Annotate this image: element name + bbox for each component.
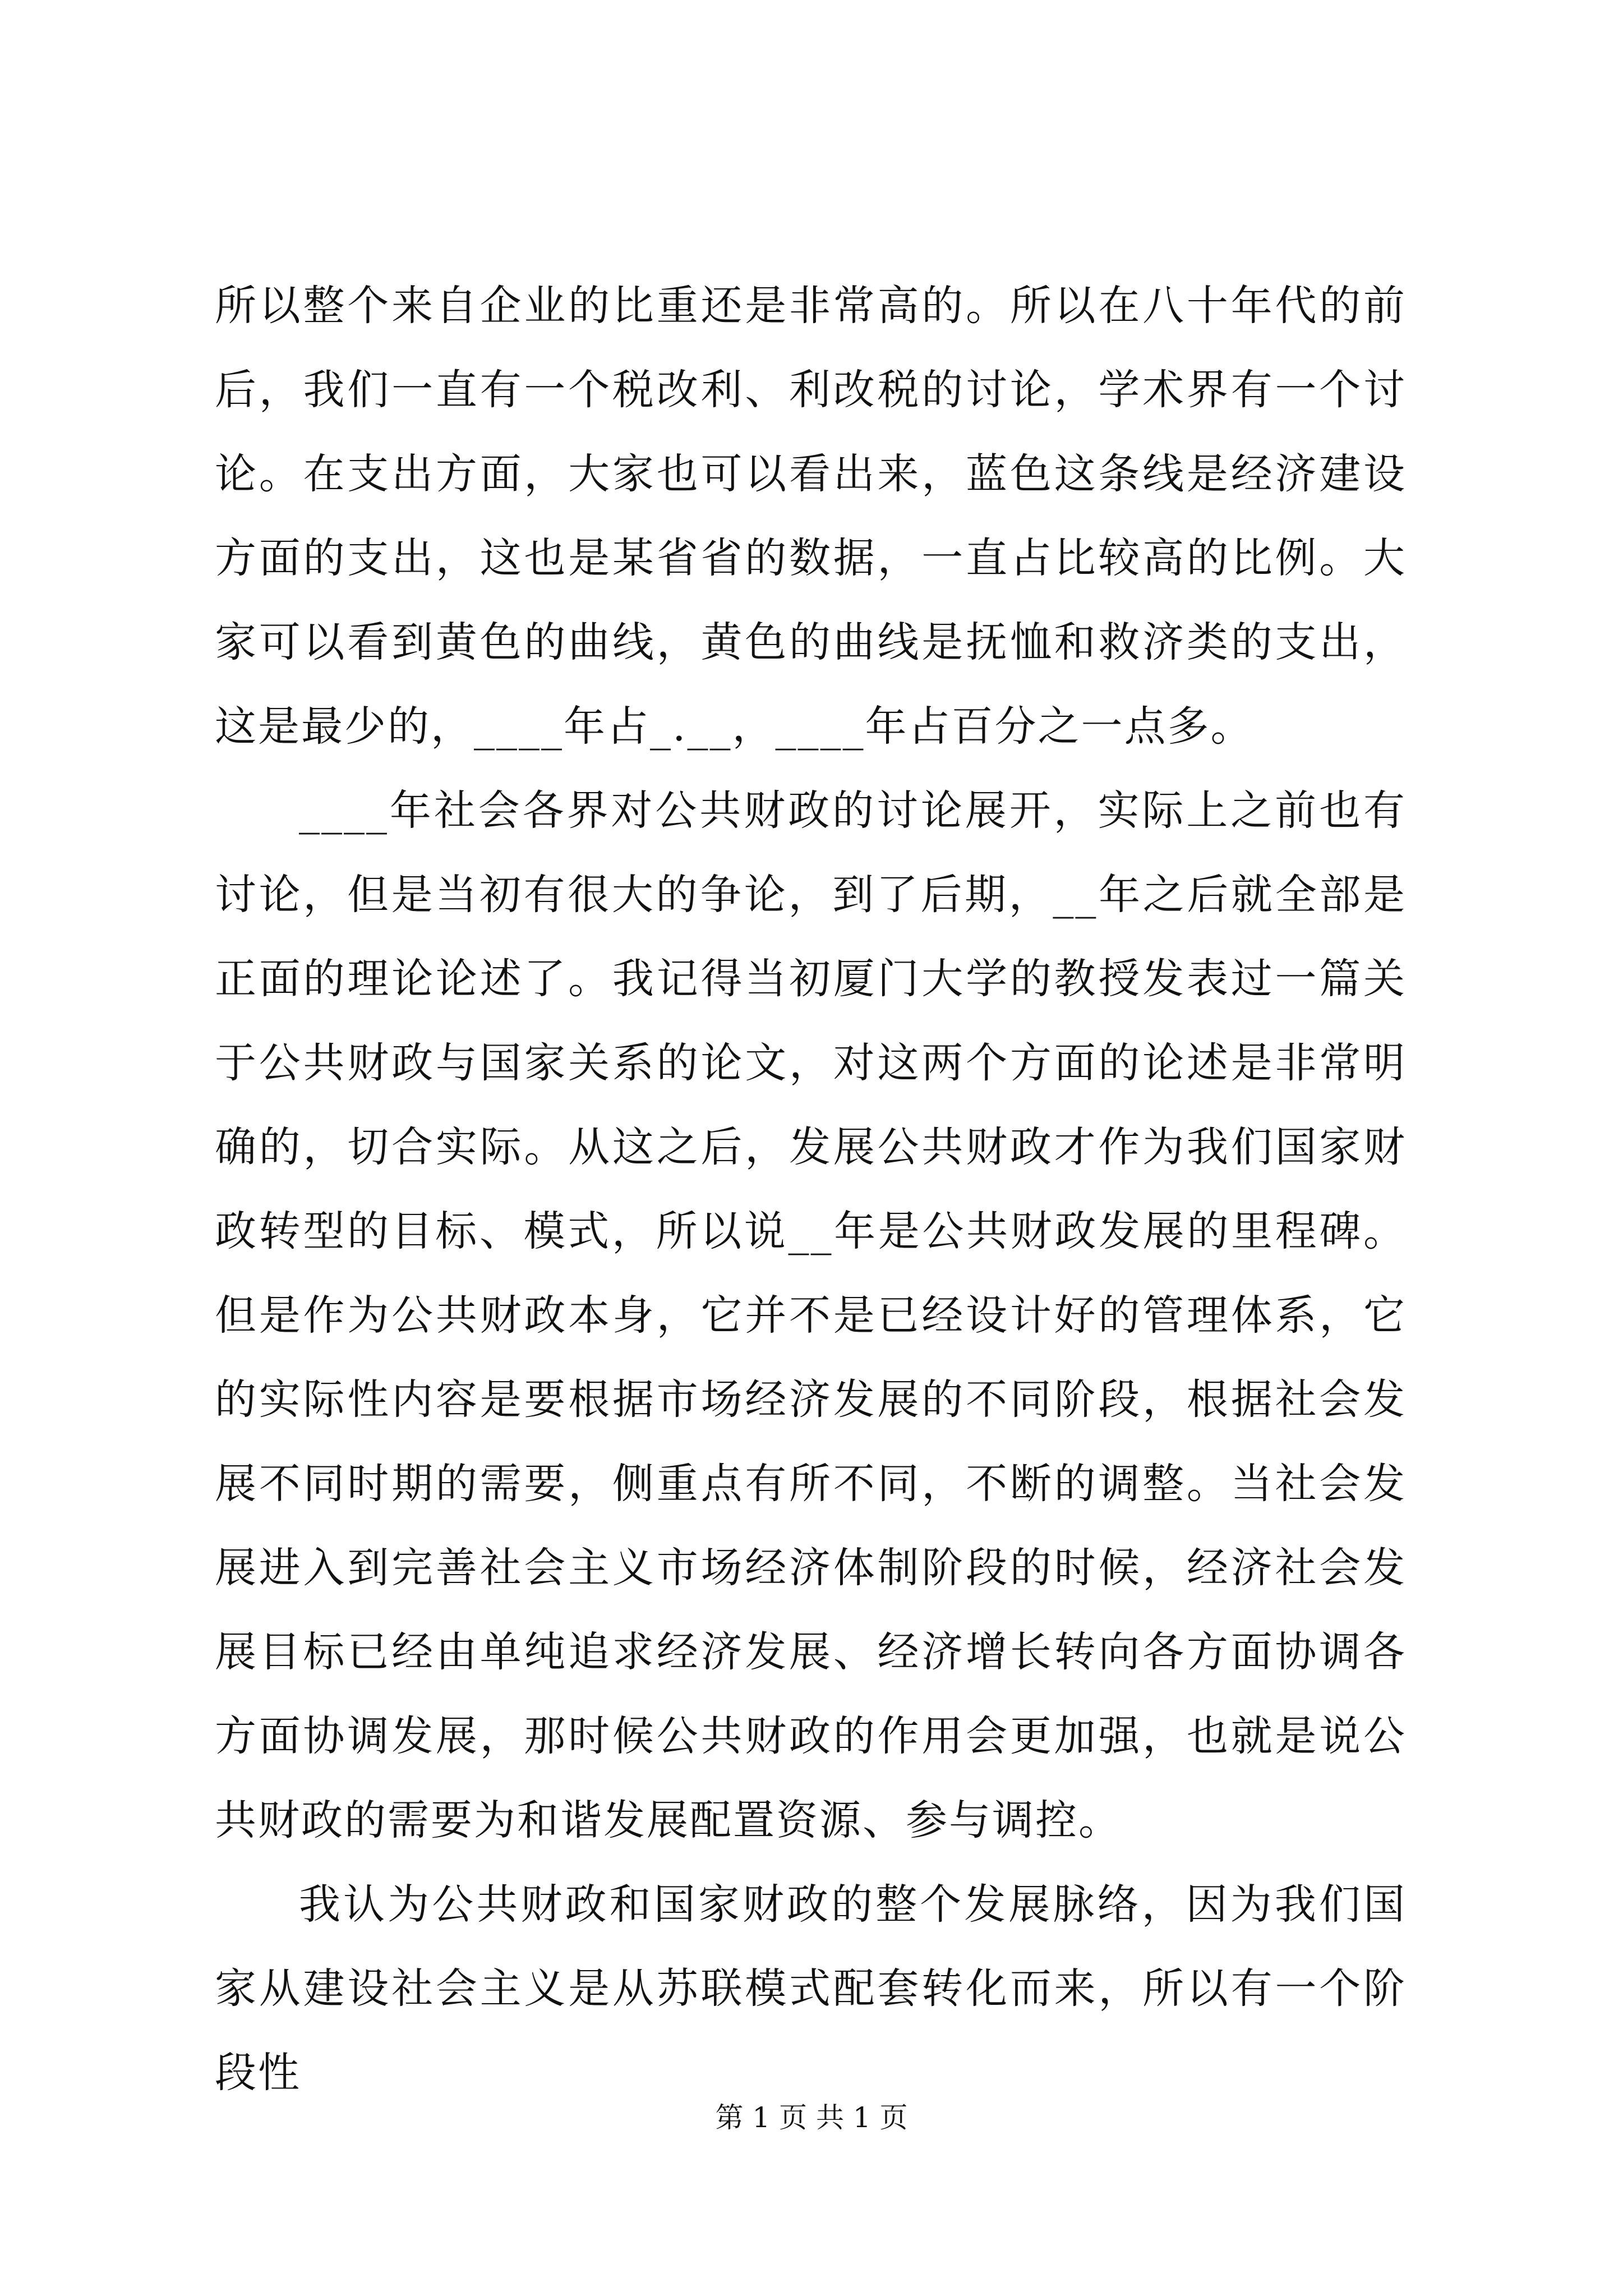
document-body <box>215 264 1407 2115</box>
page-footer: 第 1 页 共 1 页 <box>715 2101 908 2134</box>
paragraph-3: 我认为公共财政和国家财政的整个发展脉络，因为我们国家从建设社会主义是从苏联模式配套转化而来，所以有一个阶段性 <box>215 1880 1407 2097</box>
paragraph-1: 所以整个来自企业的比重还是非常高的。所以在八十年代的前后，我们一直有一个税改利、利改税的讨论，学术界有一个讨论。在支出方面，大家也可以看出来，蓝色这条线是经济建设方面的支出，这也是某省省的数据，一直占比较高的比例。大家可以看到黄色的曲线，黄色的曲线是抚恤和救济类的支出，这是最少的，____年占_.__，____年占百分之一点多。 <box>215 282 1407 751</box>
paragraph-2: ____年社会各界对公共财政的讨论展开，实际上之前也有讨论，但是当初有很大的争论，到了后期，__年之后就全部是正面的理论论述了。我记得当初厦门大学的教授发表过一篇关于公共财政与国家关系的论文，对这两个方面的论述是非常明确的，切合实际。从这之后，发展公共财政才作为我们国家财政转型的目标、模式，所以说__年是公共财政发展的里程碑。但是作为公共财政本身，它并不是已经设计好的管理体系，它的实际性内容是要根据市场经济发展的不同阶段，根据社会发展不同时期的需要，侧重点有所不同，不断的调整。当社会发展进入到完善社会主义市场经济体制阶段的时候，经济社会发展目标已经由单纯追求经济发展、经济增长转向各方面协调各方面协调发展，那时候公共财政的作用会更加强，也就是说公共财政的需要为和谐发展配置资源、参与调控。 <box>215 786 1407 1844</box>
